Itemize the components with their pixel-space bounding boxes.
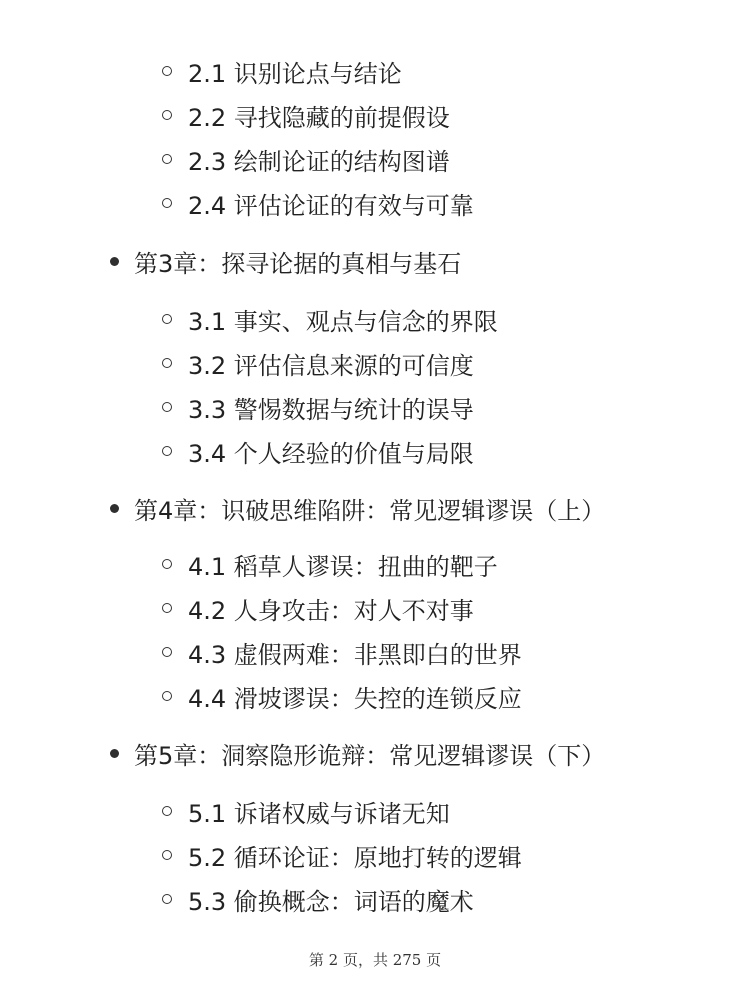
hollow-circle-bullet-icon [162,402,172,412]
toc-item-label: 第3章：探寻论据的真相与基石 [134,249,462,278]
toc-section-2-1[interactable] [162,53,402,89]
toc-section-2-3[interactable] [162,141,450,177]
toc-item-label: 4.4 滑坡谬误：失控的连锁反应 [188,684,522,713]
toc-section-2-4[interactable] [162,185,474,221]
hollow-circle-bullet-icon [162,154,172,164]
hollow-circle-bullet-icon [162,894,172,904]
toc-section-4-2[interactable] [162,590,474,626]
toc-section-3-2[interactable] [162,345,474,381]
solid-circle-bullet-icon [110,504,119,513]
toc-chapter-3[interactable] [110,243,461,279]
toc-item-label: 4.1 稻草人谬误：扭曲的靶子 [188,552,498,581]
hollow-circle-bullet-icon [162,603,172,613]
hollow-circle-bullet-icon [162,110,172,120]
toc-chapter-5[interactable] [110,735,605,771]
toc-item-label: 3.4 个人经验的价值与局限 [188,439,474,468]
toc-item-label: 4.3 虚假两难：非黑即白的世界 [188,640,522,669]
toc-item-label: 第5章：洞察隐形诡辩：常见逻辑谬误（下） [134,741,606,770]
toc-chapter-4[interactable] [110,490,605,526]
hollow-circle-bullet-icon [162,66,172,76]
toc-item-label: 5.2 循环论证：原地打转的逻辑 [188,843,522,872]
solid-circle-bullet-icon [110,749,119,758]
solid-circle-bullet-icon [110,257,119,266]
toc-section-2-2[interactable] [162,97,450,133]
toc-item-label: 5.3 偷换概念：词语的魔术 [188,887,474,916]
toc-section-4-1[interactable] [162,546,498,582]
hollow-circle-bullet-icon [162,691,172,701]
toc-item-label: 2.4 评估论证的有效与可靠 [188,191,474,220]
hollow-circle-bullet-icon [162,314,172,324]
toc-section-4-4[interactable] [162,678,522,714]
toc-item-label: 3.1 事实、观点与信念的界限 [188,307,498,336]
hollow-circle-bullet-icon [162,446,172,456]
toc-item-label: 3.2 评估信息来源的可信度 [188,351,474,380]
toc-section-5-1[interactable] [162,793,450,829]
toc-section-5-2[interactable] [162,837,522,873]
hollow-circle-bullet-icon [162,806,172,816]
hollow-circle-bullet-icon [162,198,172,208]
toc-item-label: 3.3 警惕数据与统计的误导 [188,395,474,424]
hollow-circle-bullet-icon [162,358,172,368]
toc-item-label: 2.1 识别论点与结论 [188,59,402,88]
hollow-circle-bullet-icon [162,647,172,657]
toc-item-label: 5.1 诉诸权威与诉诸无知 [188,799,450,828]
toc-item-label: 2.2 寻找隐藏的前提假设 [188,103,450,132]
hollow-circle-bullet-icon [162,559,172,569]
hollow-circle-bullet-icon [162,850,172,860]
toc-item-label: 第4章：识破思维陷阱：常见逻辑谬误（上） [134,496,606,525]
page-number-footer: 第 2 页，共 275 页 [308,951,442,969]
toc-section-3-4[interactable] [162,433,474,469]
toc-section-3-3[interactable] [162,389,474,425]
toc-item-label: 2.3 绘制论证的结构图谱 [188,147,450,176]
toc-section-5-3[interactable] [162,881,474,917]
toc-item-label: 4.2 人身攻击：对人不对事 [188,596,474,625]
toc-section-4-3[interactable] [162,634,522,670]
toc-section-3-1[interactable] [162,301,498,337]
